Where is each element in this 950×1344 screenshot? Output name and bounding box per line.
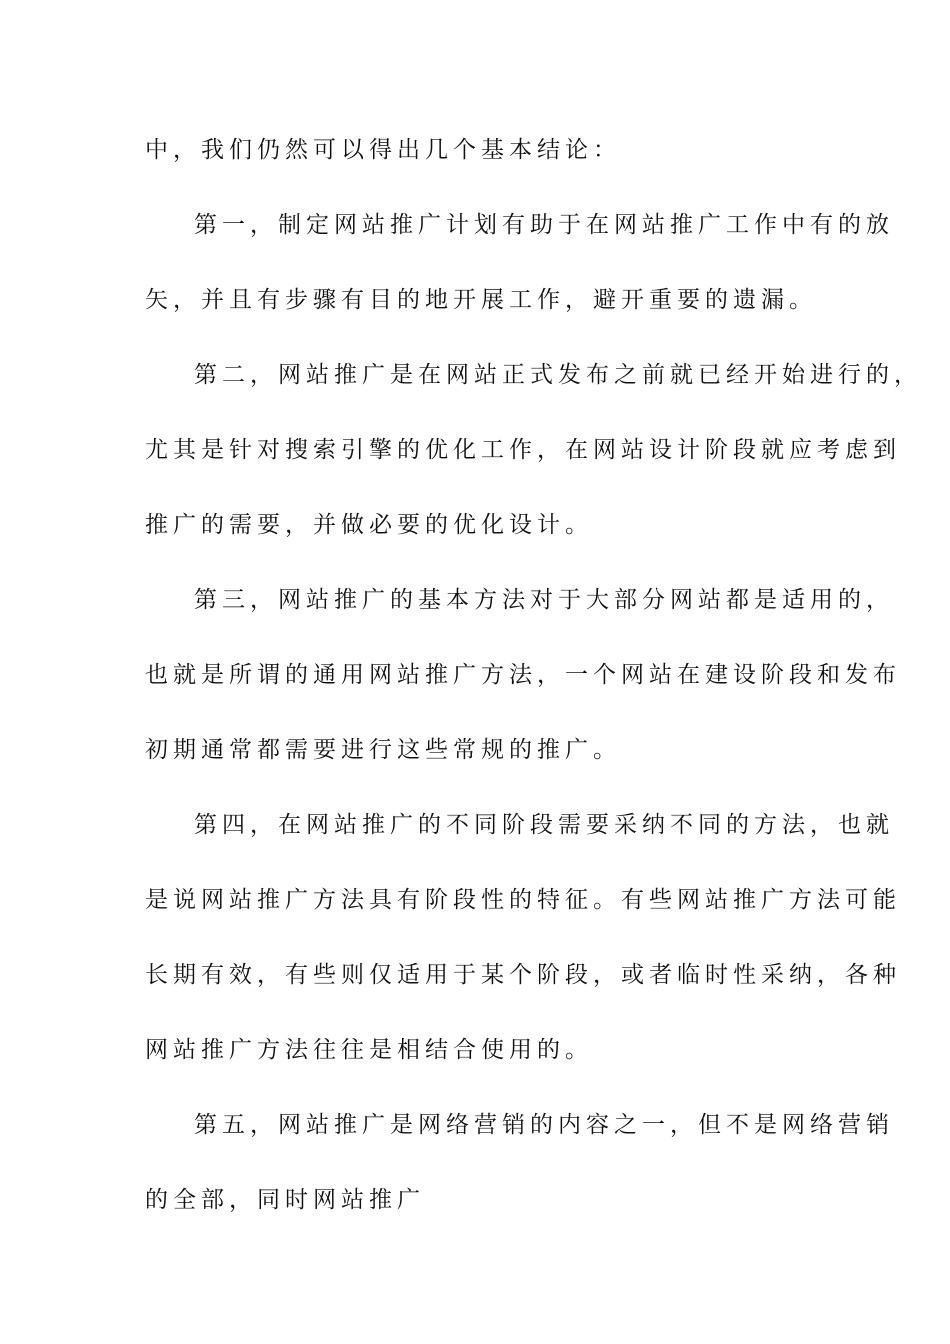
text-line: 第二，网站推广是在网站正式发布之前就已经开始进行的， bbox=[194, 362, 922, 388]
text-line: 网站推广方法往往是相结合使用的。 bbox=[145, 1037, 593, 1063]
text-line: 长期有效，有些则仅适用于某个阶段，或者临时性采纳，各种 bbox=[145, 962, 901, 988]
text-line: 是说网站推广方法具有阶段性的特征。有些网站推广方法可能 bbox=[145, 887, 901, 913]
text-line: 推广的需要，并做必要的优化设计。 bbox=[145, 512, 593, 538]
text-line: 第五，网站推广是网络营销的内容之一，但不是网络营销 bbox=[194, 1112, 894, 1138]
text-line: 第一，制定网站推广计划有助于在网站推广工作中有的放 bbox=[194, 212, 894, 238]
text-line: 初期通常都需要进行这些常规的推广。 bbox=[145, 737, 621, 763]
text-line: 的全部，同时网站推广 bbox=[145, 1187, 425, 1213]
text-line: 矢，并且有步骤有目的地开展工作，避开重要的遗漏。 bbox=[145, 287, 817, 313]
text-line: 也就是所谓的通用网站推广方法，一个网站在建设阶段和发布 bbox=[145, 662, 901, 688]
text-line: 中，我们仍然可以得出几个基本结论： bbox=[145, 137, 621, 163]
text-line: 第四，在网站推广的不同阶段需要采纳不同的方法，也就 bbox=[194, 812, 894, 838]
text-line: 第三，网站推广的基本方法对于大部分网站都是适用的， bbox=[194, 587, 894, 613]
text-line: 尤其是针对搜索引擎的优化工作，在网站设计阶段就应考虑到 bbox=[145, 437, 901, 463]
